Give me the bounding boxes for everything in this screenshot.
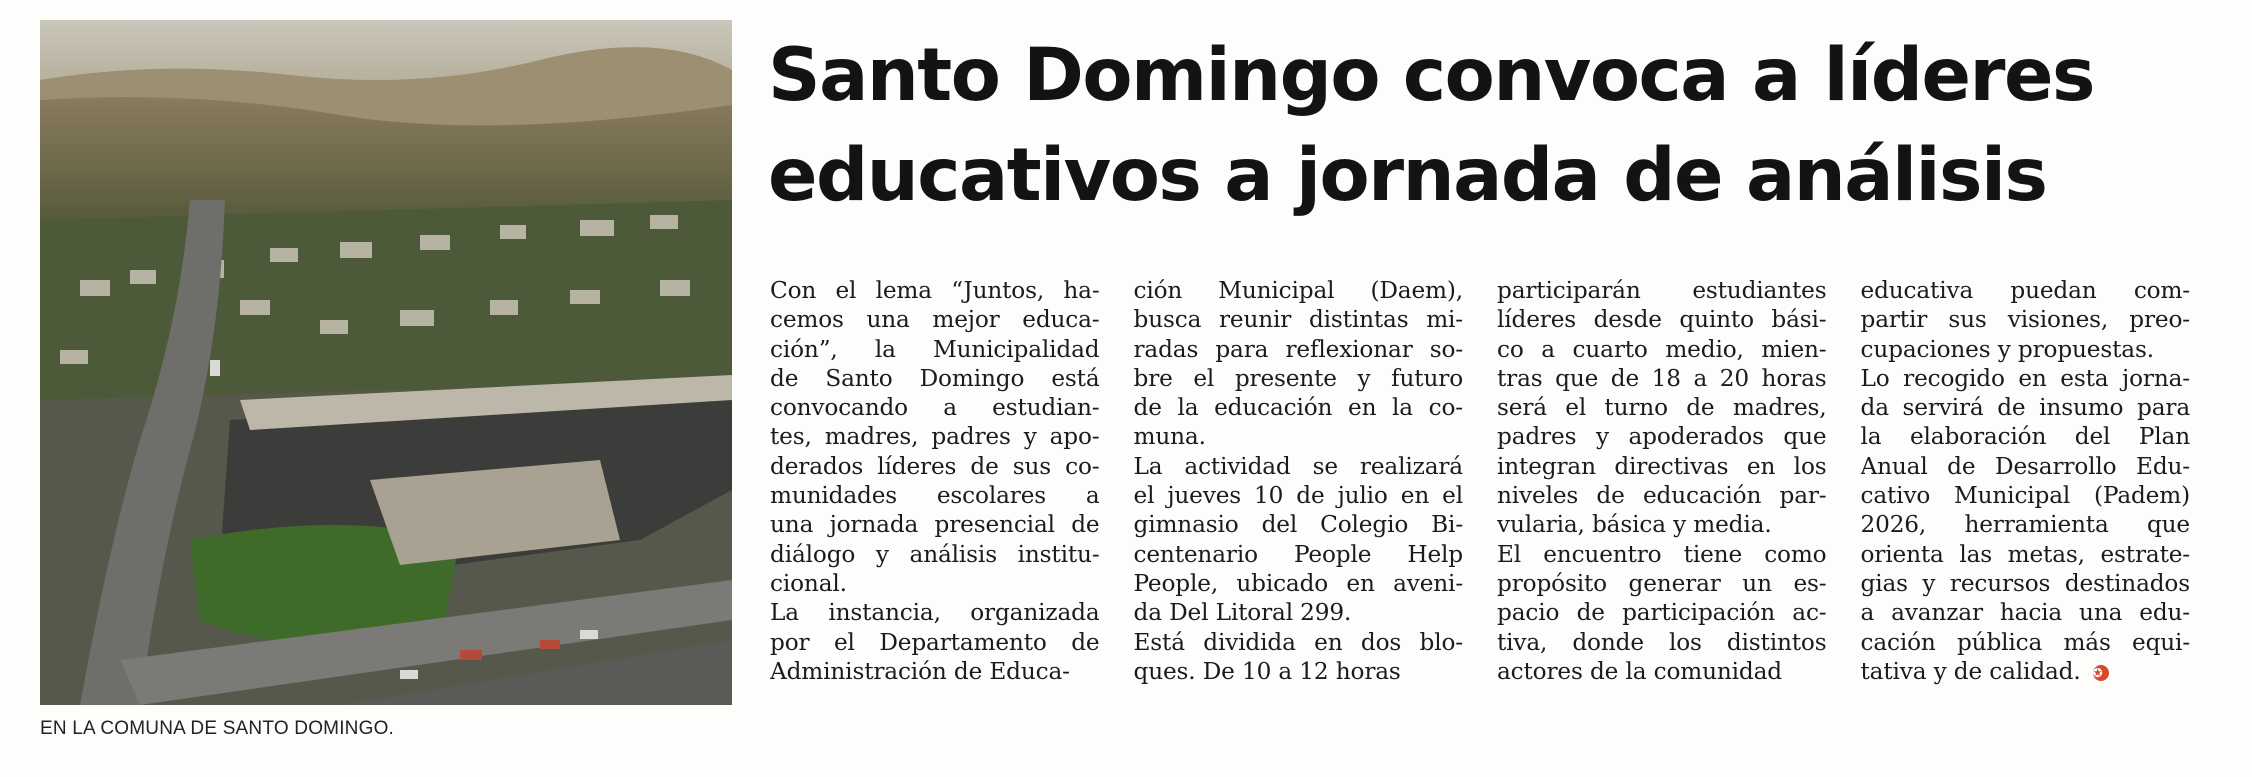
text-line: muna. <box>1133 423 1206 451</box>
headline-line: educativos a jornada de análisis <box>768 133 2047 218</box>
text-line: de Santo Domingo está <box>770 364 1100 392</box>
text-line: convocando a estudian- <box>770 394 1100 422</box>
text-line: 2026, herramienta que <box>1860 511 2190 539</box>
text-line: tativa y de calidad. ✪ <box>1861 657 2191 686</box>
text-line: cemos una mejor educa- <box>770 306 1100 334</box>
end-of-article-icon: ✪ <box>2093 665 2109 681</box>
text-line: por el Departamento de <box>770 628 1100 656</box>
text-line: el jueves 10 de julio en el <box>1133 482 1463 510</box>
headline <box>768 26 2228 226</box>
text-line: tras que de 18 a 20 horas <box>1497 364 1827 392</box>
article-body <box>770 276 2190 756</box>
text-column <box>1134 276 1464 756</box>
text-line: Lo recogido en esta jorna- <box>1860 364 2190 392</box>
text-line: da Del Litoral 299. <box>1133 599 1352 627</box>
text-line: People, ubicado en aveni- <box>1133 569 1463 597</box>
text-line: a avanzar hacia una edu- <box>1860 599 2190 627</box>
text-line: partir sus visiones, preo- <box>1860 306 2190 334</box>
text-line: pacio de participación ac- <box>1497 599 1827 627</box>
text-line: centenario People Help <box>1133 540 1463 568</box>
text-line: busca reunir distintas mi- <box>1133 306 1463 334</box>
text-line: líderes desde quinto bási- <box>1497 306 1827 334</box>
text-line: Anual de Desarrollo Edu- <box>1860 452 2190 480</box>
text-line: cupaciones y propuestas. <box>1860 335 2154 363</box>
text-line: de la educación en la co- <box>1133 394 1463 422</box>
text-column <box>1861 276 2191 756</box>
text-line: cativo Municipal (Padem) <box>1860 482 2190 510</box>
text-line: ción Municipal (Daem), <box>1133 277 1463 304</box>
text-column <box>1497 276 1827 756</box>
text-line: bre el presente y futuro <box>1133 364 1463 392</box>
text-line: Con el lema “Juntos, ha- <box>770 277 1100 304</box>
text-line: integran directivas en los <box>1497 452 1827 480</box>
text-line: niveles de educación par- <box>1497 482 1827 510</box>
text-line: ques. De 10 a 12 horas <box>1133 657 1401 685</box>
text-line: derados líderes de sus co- <box>770 452 1100 480</box>
text-line: Está dividida en dos blo- <box>1133 628 1463 656</box>
text-line: radas para reflexionar so- <box>1133 335 1463 363</box>
text-column <box>770 276 1100 756</box>
text-line: actores de la comunidad <box>1497 657 1782 685</box>
text-line: una jornada presencial de <box>770 511 1100 539</box>
text-line: educativa puedan com- <box>1860 277 2190 304</box>
text-line: tiva, donde los distintos <box>1497 628 1827 656</box>
text-line: orienta las metas, estrate- <box>1860 540 2190 568</box>
text-line: da servirá de insumo para <box>1860 394 2190 422</box>
text-line: cional. <box>770 569 847 597</box>
text-line: vularia, básica y media. <box>1497 511 1772 539</box>
headline-line: Santo Domingo convoca a líderes <box>768 33 2094 118</box>
aerial-town-photo <box>40 20 732 705</box>
text-line: Administración de Educa- <box>770 657 1070 685</box>
photo-caption: EN LA COMUNA DE SANTO DOMINGO. <box>40 718 395 739</box>
article-photo <box>40 20 732 705</box>
text-line: El encuentro tiene como <box>1497 540 1827 568</box>
text-line: gimnasio del Colegio Bi- <box>1133 511 1463 539</box>
text-line: cación pública más equi- <box>1860 628 2190 656</box>
text-line: tes, madres, padres y apo- <box>770 423 1100 451</box>
text-line: participarán estudiantes <box>1497 277 1827 304</box>
text-line: co a cuarto medio, mien- <box>1497 335 1827 363</box>
text-line: propósito generar un es- <box>1497 569 1827 597</box>
text-line: La actividad se realizará <box>1133 452 1463 480</box>
text-line: ción”, la Municipalidad <box>770 335 1100 363</box>
text-line: la elaboración del Plan <box>1860 423 2190 451</box>
text-line: padres y apoderados que <box>1497 423 1827 451</box>
text-line: gias y recursos destinados <box>1860 569 2190 597</box>
text-line: munidades escolares a <box>770 482 1100 510</box>
text-line: será el turno de madres, <box>1497 394 1827 422</box>
text-line: La instancia, organizada <box>770 599 1100 627</box>
text-line: diálogo y análisis institu- <box>770 540 1100 568</box>
